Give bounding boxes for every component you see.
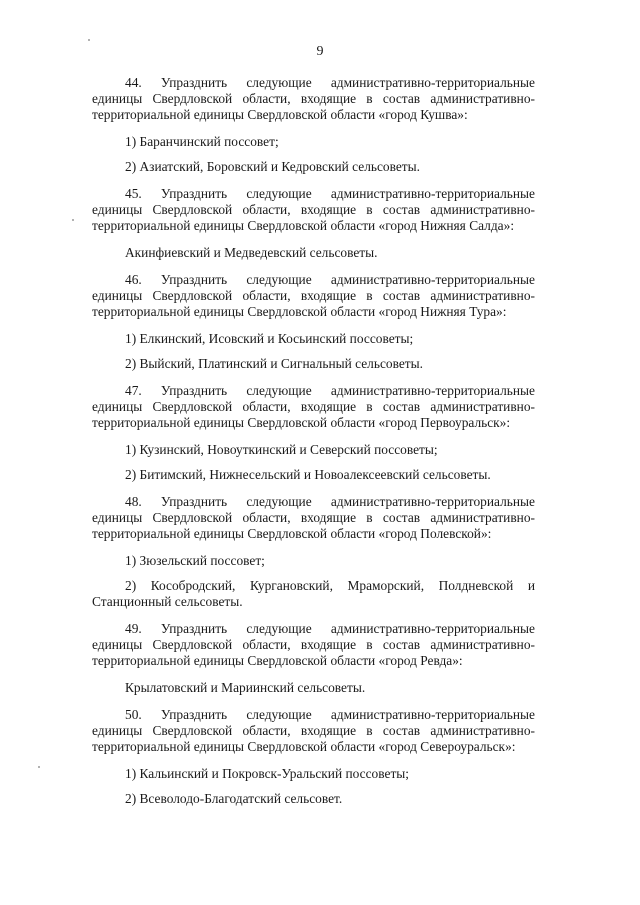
- list-item: 2) Кособродский, Кургановский, Мраморский, Полдневской и Станционный сельсоветы.: [92, 578, 535, 610]
- list-item: 2) Битимский, Нижнесельский и Новоалексеевский сельсоветы.: [125, 467, 491, 483]
- list-item: 1) Кузинский, Новоуткинский и Северский поссоветы;: [125, 441, 438, 457]
- paragraph-50: 50. Упразднить следующие административно-территориальные единицы Свердловской области, входящие в состав административно-территориальной единицы Свердловской области «город Североуральск»:: [92, 706, 535, 755]
- paragraph-46: 46. Упразднить следующие административно-территориальные единицы Свердловской области, входящие в состав административно-территориальной единицы Свердловской области «город Нижняя Тура»:: [92, 271, 535, 320]
- paragraph-49: 49. Упразднить следующие административно-территориальные единицы Свердловской области, входящие в состав административно-территориальной единицы Свердловской области «город Ревда»:: [92, 621, 535, 669]
- list-item: 2) Выйский, Платинский и Сигнальный сельсоветы.: [125, 356, 423, 372]
- page-number: 9: [316, 44, 324, 59]
- list-item: 2) Всеволодо-Благодатский сельсовет.: [125, 791, 343, 807]
- document-body: [92, 75, 535, 818]
- scan-speck: [38, 766, 40, 768]
- paragraph-44: 44. Упразднить следующие административно-территориальные единицы Свердловской области, входящие в состав административно-территориальной единицы Свердловской области «город Кушва»:: [92, 75, 535, 123]
- scan-speck: [72, 219, 74, 221]
- paragraph-47: 47. Упразднить следующие административно-территориальные единицы Свердловской области, входящие в состав административно-территориальной единицы Свердловской области «город Первоуральск»:: [92, 382, 535, 431]
- scan-speck: [88, 39, 90, 41]
- paragraph-48: 48. Упразднить следующие административно-территориальные единицы Свердловской области, входящие в состав административно-территориальной единицы Свердловской области «город Полевской»:: [92, 493, 535, 542]
- list-item: 1) Зюзельский поссовет;: [125, 552, 265, 568]
- paragraph-45: 45. Упразднить следующие административно-территориальные единицы Свердловской области, входящие в состав административно-территориальной единицы Свердловской области «город Нижняя Салда»:: [92, 186, 535, 234]
- list-item: Акинфиевский и Медведевский сельсоветы.: [125, 245, 378, 261]
- list-item: 2) Азиатский, Боровский и Кедровский сельсоветы.: [125, 159, 421, 175]
- list-item: 1) Кальинский и Покровск-Уральский поссоветы;: [125, 766, 410, 781]
- list-item: 1) Баранчинский поссовет;: [125, 134, 279, 150]
- list-item: Крылатовский и Мариинский сельсоветы.: [125, 680, 366, 696]
- list-item: 1) Елкинский, Исовский и Косьинский поссоветы;: [125, 330, 414, 346]
